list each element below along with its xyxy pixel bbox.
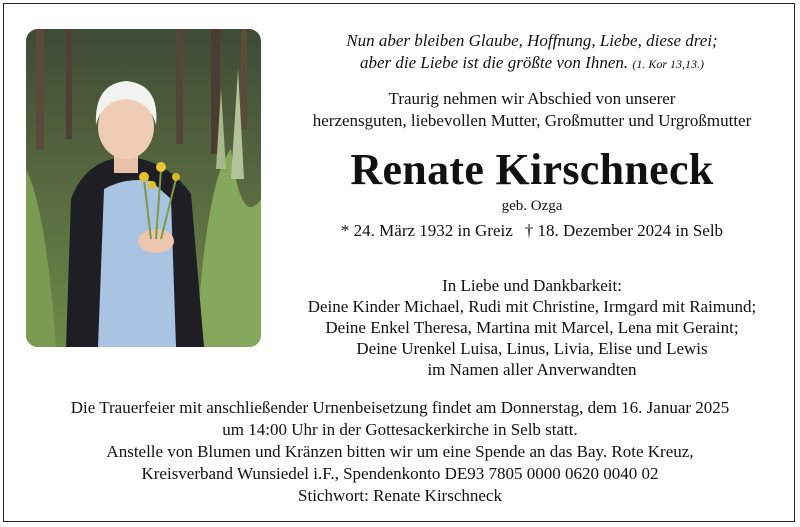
intro-line-1: Traurig nehmen wir Abschied von unserer	[388, 89, 676, 108]
notice-line: Stichwort: Renate Kirschneck	[298, 486, 502, 505]
funeral-notice	[0, 397, 800, 507]
family-line: In Liebe und Dankbarkeit:	[442, 276, 622, 295]
intro-line-2: herzensguten, liebevollen Mutter, Großmutter und Urgroßmutter	[312, 111, 752, 130]
portrait-photo	[26, 29, 261, 347]
portrait-illustration	[26, 29, 261, 347]
deceased-name: Renate Kirschneck	[350, 145, 714, 194]
family-line: Deine Enkel Theresa, Martina mit Marcel, Lena mit Geraint;	[325, 318, 739, 337]
notice-line: Anstelle von Blumen und Kränzen bitten wir um eine Spende an das Bay. Rote Kreuz,	[106, 442, 694, 461]
verse-line-1: Nun aber bleiben Glaube, Hoffnung, Liebe, diese drei;	[346, 31, 718, 50]
life-dates	[272, 220, 792, 242]
family-mourners	[272, 275, 792, 380]
notice-line: um 14:00 Uhr in der Gottesackerkirche in Selb statt.	[222, 420, 578, 439]
family-line: im Namen aller Anverwandten	[427, 360, 637, 379]
verse-reference: (1. Kor 13,13.)	[632, 57, 705, 71]
notice-line: Die Trauerfeier mit anschließender Urnenbeisetzung findet am Donnerstag, dem 16. Januar 2025	[70, 398, 730, 417]
verse-line-2: aber die Liebe ist die größte von Ihnen.	[359, 53, 629, 72]
intro-text	[272, 88, 792, 132]
maiden-name: geb. Ozga	[501, 198, 563, 214]
death-date: † 18. Dezember 2024 in Selb	[524, 221, 724, 240]
family-line: Deine Kinder Michael, Rudi mit Christine, Irmgard mit Raimund;	[307, 297, 757, 316]
birth-date: * 24. März 1932 in Greiz	[340, 221, 513, 240]
bible-verse	[272, 30, 792, 75]
notice-line: Kreisverband Wunsiedel i.F., Spendenkonto DE93 7805 0000 0620 0040 02	[141, 464, 659, 483]
family-line: Deine Urenkel Luisa, Linus, Livia, Elise und Lewis	[356, 339, 708, 358]
